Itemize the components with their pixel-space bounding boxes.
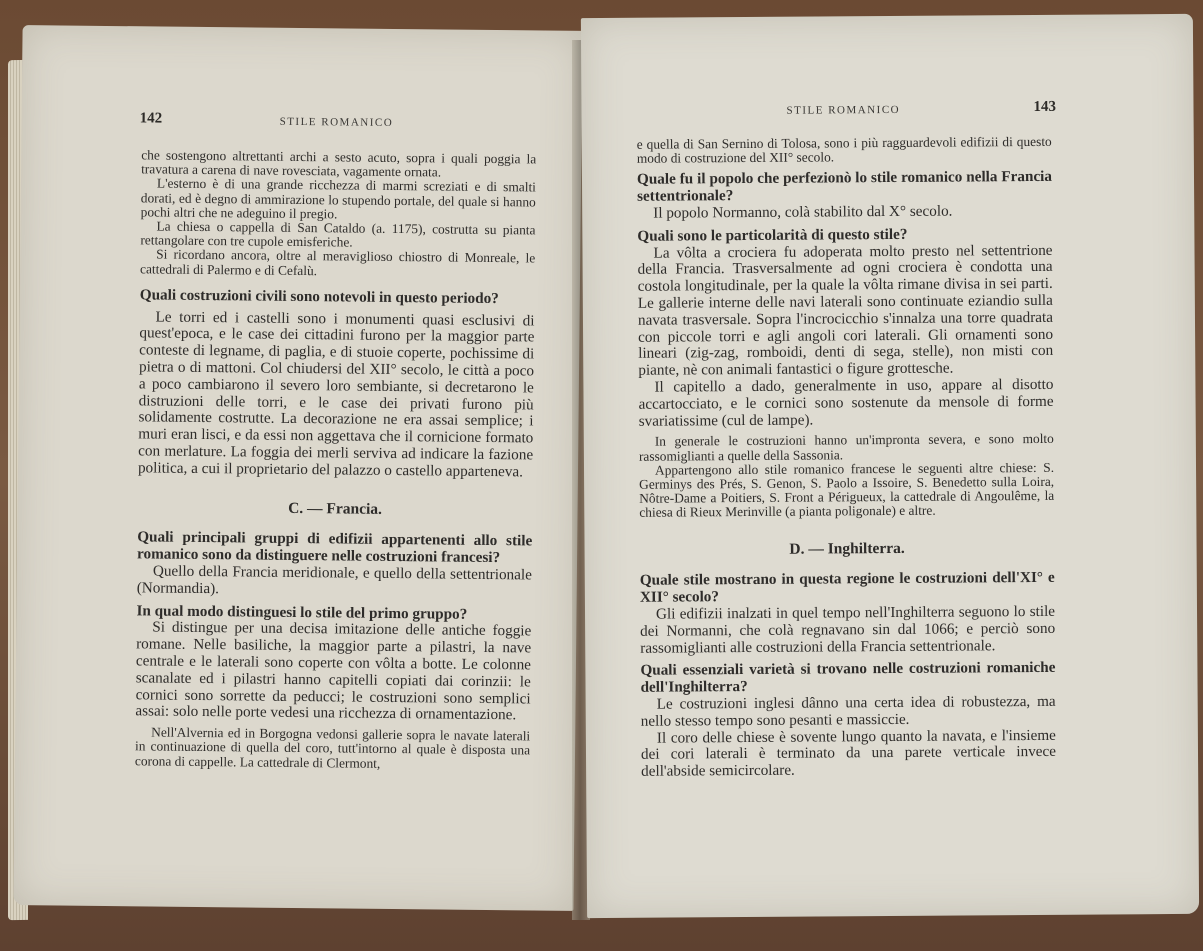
open-book (6, 10, 1201, 940)
question-heading: Quali essenziali varietà si trovano nelle costruzioni romaniche dell'Inghilterra? (640, 659, 1056, 696)
paragraph: Quello della Francia meridionale, e quello della settentrionale (Normandia). (136, 562, 532, 597)
page-text (637, 135, 1056, 781)
paragraph: In generale le costruzioni hanno un'impronta severa, e sono molto rassomiglianti a quelle della Sassonia. (638, 431, 1054, 464)
question-heading: Quale fu il popolo che perfezionò lo stile romanico nella Francia settentrionale? (636, 168, 1053, 205)
question-heading: Quali sono le particolarità di questo stile? (637, 225, 908, 245)
section-heading: C. — Francia. (288, 499, 383, 518)
paragraph: Si distingue per una decisa imitazione delle antiche foggie romane. Nelle basiliche, la maggior parte a pilastri, la nave centrale e le laterali sono coperte con vôlta a botte. Le colonne scanalate ed i pilastri hanno capitelli copiati dai corinzii: le cornici sono sorrette da peducci; le costruzioni sono semplici assai: solo nelle porte vedesi una ricchezza di ornamentazione. (135, 618, 532, 724)
paragraph: Il popolo Normanno, colà stabilito dal X° secolo. (653, 202, 953, 222)
paragraph: La chiesa o cappella di San Cataldo (a. 1175), costrutta su pianta rettangolare con tre cupole emisferiche. (140, 218, 536, 250)
page-number: 142 (139, 110, 163, 127)
page-number: 143 (1033, 98, 1057, 115)
paragraph: Appartengono allo stile romanico francese le seguenti altre chiese: S. Germinys des Prés, S. Genon, S. Paolo a Issoire, S. Benedetto sulla Loira, Nôtre-Dame a Poitiers, S. Front a Périgueux, la cattedrale di Angoulême, la chiesa di Rieux Merinville (a pianta poligonale) e altre. (639, 459, 1055, 521)
paragraph: Le torri ed i castelli sono i monumenti quasi esclusivi di quest'epoca, e le case dei cittadini furono per la maggior parte conteste di legname, di paglia, e di stuoie coperte, pochissime di pietra o di mattoni. Col chiudersi del XII° secolo, le città a poco a poco cambiarono il severo loro sembiante, si decretarono le distruzioni delle torri, e le case dei privati furono più solidamente costrutte. La decorazione ne era assai semplice; i muri eran lisci, e da essi non aggettava che il cornicione formato con merlature. La foggia dei merli serviva ad indicare la fazione politica, a cui il proprietario del palazzo o castello apparteneva. (137, 308, 535, 481)
question-heading: Quali costruzioni civili sono notevoli in questo periodo? (139, 286, 499, 307)
paragraph: Il coro delle chiese è sovente lungo quanto la navata, e l'insieme dei cori laterali è terminato da una parete verticale invece dell'abside semicircolare. (640, 726, 1057, 780)
paragraph: Il capitello a dado, generalmente in uso, appare al disotto accartocciato, e le cornici sono sostenute da mensole di forme svariatissime (cul de lampe). (638, 375, 1054, 430)
paragraph: La vôlta a crociera fu adoperata molto presto nel settentrione della Francia. Trasversalmente ad ogni crociera è condotta una costola longitudinale, per la quale la vôlta rimane divisa in sei parti. Le gallerie interne delle navi laterali sono continuate eziandio sulla navata trasversale. Sopra l'incrocicchio s'innalza una torre quadrata con piccole torri e agli angoli cori laterali. Gli ornamenti sono lineari (zig-zag, romboidi, denti di sega, stelle), non misti con piante, nè con animali fantastici o figure grottesche. (637, 241, 1054, 379)
paragraph: che sostengono altrettanti archi a sesto acuto, sopra i quali poggia la travatura a carena di nave rovesciata, vagamente ornata. (141, 147, 537, 180)
paragraph: Le costruzioni inglesi dânno una certa idea di robustezza, ma nello stesso tempo sono pesanti e massiccie. (640, 692, 1056, 730)
section-heading: D. — Inghilterra. (789, 539, 905, 558)
right-page (581, 14, 1199, 918)
paragraph: L'esterno è di una grande ricchezza di marmi screziati e di smalti dorati, ed è degno di ammirazione lo stupendo portale, del quale si hanno pochi altri che ne adeguino il pregio. (140, 175, 537, 222)
question-heading: Quale stile mostrano in questa regione le costruzioni dell'XI° e XII° secolo? (639, 569, 1055, 606)
paragraph: Si ricordano ancora, oltre al meraviglioso chiostro di Monreale, le cattedrali di Palermo e di Cefalù. (140, 246, 536, 278)
running-head: STILE ROMANICO (279, 115, 394, 129)
paragraph: Gli edifizii inalzati in quel tempo nell'Inghilterra seguono lo stile dei Normanni, che colà regnavano sin dal 1066; e perciò sono rassomiglianti alle costruzioni della Francia settentrionale. (640, 602, 1056, 657)
running-head: STILE ROMANICO (786, 103, 901, 117)
question-heading: Quali principali gruppi di edifizii appartenenti allo stile romanico sono da distinguere nelle costruzioni francesi? (137, 528, 533, 567)
question-heading: In qual modo distinguesi lo stile del primo gruppo? (136, 601, 468, 623)
paragraph: Nell'Alvernia ed in Borgogna vedonsi gallerie sopra le navate laterali in continuazione di quella del coro, tutt'intorno al quale è disposta una corona di cappelle. La cattedrale di Clermont, (134, 724, 531, 771)
paragraph: e quella di San Sernino di Tolosa, sono i più ragguardevoli edifizii di questo modo di costruzione del XII° secolo. (636, 133, 1052, 166)
left-page (13, 25, 582, 911)
page-text (135, 148, 536, 772)
